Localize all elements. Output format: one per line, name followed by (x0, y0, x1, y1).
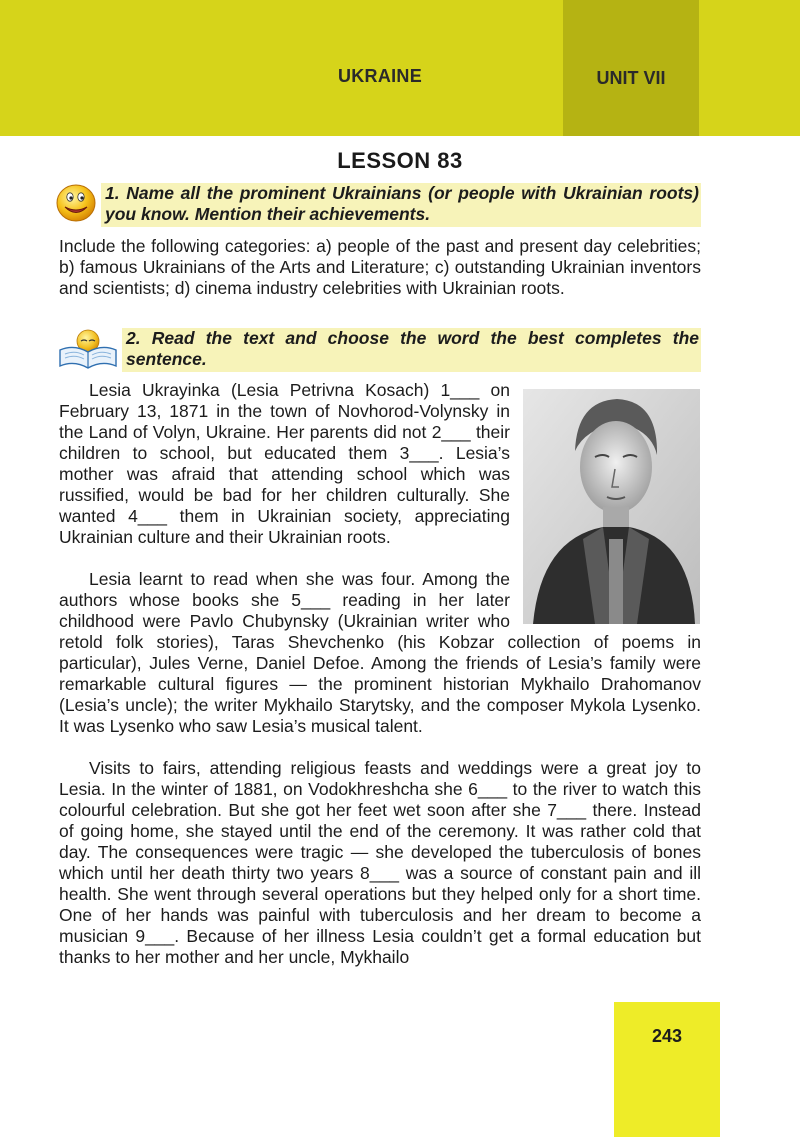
reading-book-icon (57, 328, 119, 370)
page-number: 243 (651, 1026, 683, 1046)
lesson-title: LESSON 83 (337, 148, 463, 173)
page-tab (614, 1002, 720, 1137)
paragraph-1: Lesia Ukrayinka (Lesia Petrivna Kosach) 1___ on February 13, 1871 in the town of Novhorod-Volynsky in the Land of Volyn, Ukraine. Her parents did not 2___ their children to school, but educated them 3___. Lesia’s mother was afraid that attending school which was russified, would be bad for her children culturally. She wanted 4___ them in Ukrainian society, appreciating Ukrainian culture and their Ukrainian roots. (59, 380, 510, 547)
intro-text: Include the following categories: a) people of the past and present day celebrities; b) famous Ukrainians of the Arts and Literature; c) outstanding Ukrainian inventors and scientists; d) cinema industry celebrities with Ukrainian roots. (59, 236, 701, 298)
task-1-instruction: 1. Name all the prominent Ukrainians (or people with Ukrainian roots) you know. Mention their achievements. (101, 183, 701, 227)
paragraph-2: Lesia learnt to read when she was four. Among the authors whose books she 5___ reading in her later childhood were Pavlo Chubynsky (Ukrainian writer who retold folk stories), Taras Shevchenko (his Kobzar collection of poems in particular), Jules Verne, Daniel Defoe. Among the friends of Lesia’s family were remarkable cultural figures — the prominent historian Mykhailo Drahomanov (Lesia’s uncle); the writer Mykhailo Starytsky, and the composer Mykola Lysenko. It was Lysenko who saw Lesia’s musical talent. (59, 569, 701, 736)
section-title: UKRAINE (337, 66, 423, 86)
unit-box (563, 0, 699, 136)
task-2-instruction: 2. Read the text and choose the word the best completes the sentence. (122, 328, 701, 372)
smiley-face-icon (54, 182, 98, 224)
paragraph-3: Visits to fairs, attending religious feasts and weddings were a great joy to Lesia. In the winter of 1881, on Vodokhreshcha she 6___ to the river to watch this colourful celebration. But she got her feet wet soon after she 7___ there. Instead of going home, she stayed until the end of the ceremony. It was rather cold that day. The consequences were tragic — she developed the tuberculosis of bones which until her death thirty two years 8___ was a source of constant pain and ill health. She went through several operations but they helped only for a short time. One of her hands was painful with tuberculosis and her dream to become a musician 9___. Because of her illness Lesia couldn’t get a formal education but thanks to her mother and her uncle, Mykhailo (59, 758, 701, 967)
unit-label: UNIT VII (596, 68, 666, 88)
